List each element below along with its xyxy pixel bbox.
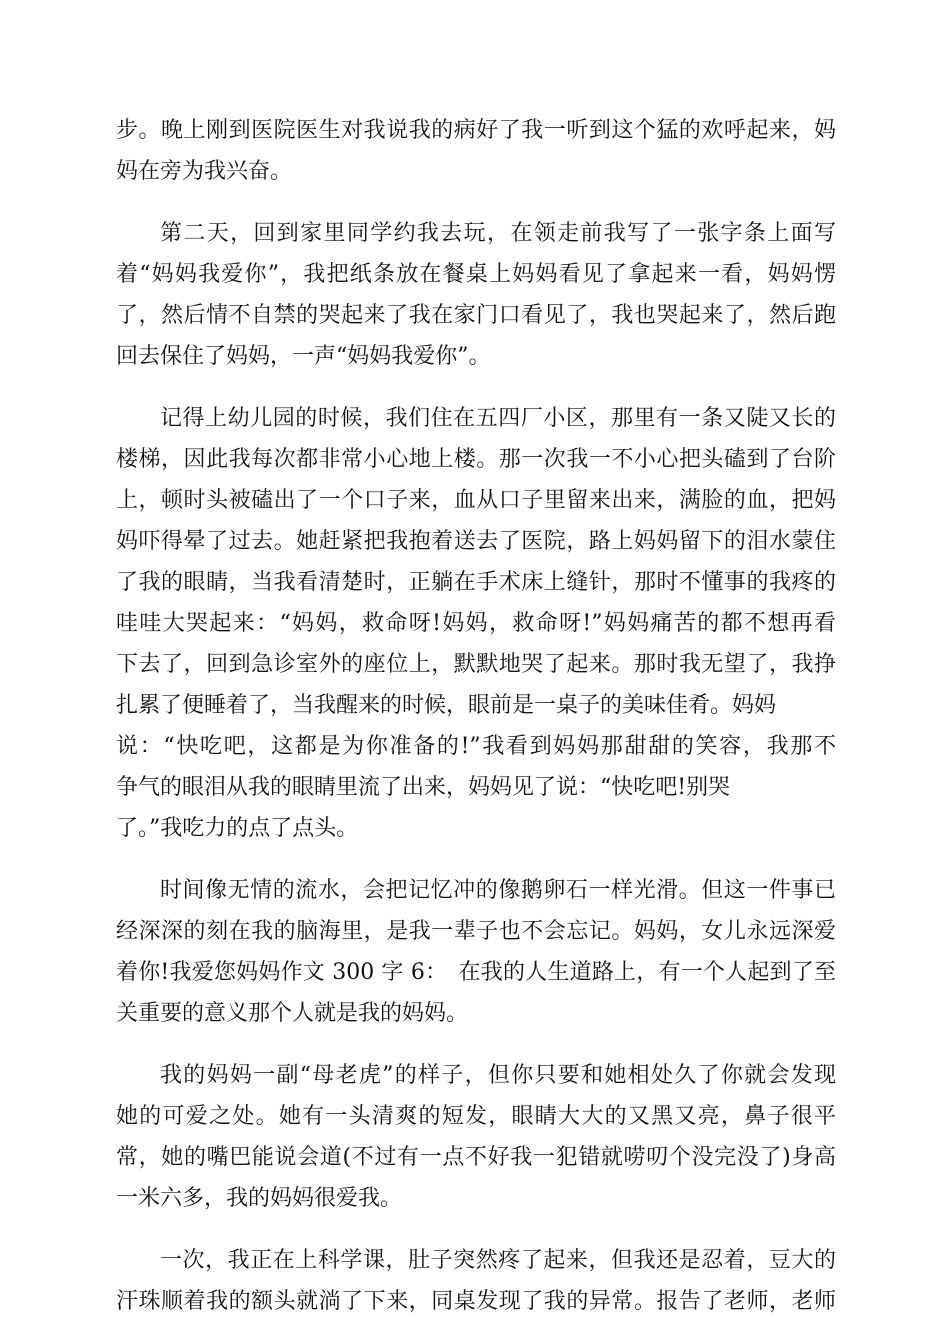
- text-line: 争气的眼泪从我的眼睛里流了出来，妈妈见了说：“快吃吧!别哭: [116, 775, 731, 800]
- text-line: 时间像无情的流水，会把记忆冲的像鹅卵石一样光滑。但这一件事已: [160, 878, 836, 903]
- paragraph: [116, 213, 836, 377]
- paragraph: [116, 110, 836, 192]
- text-line: 一次，我正在上科学课，肚子突然疼了起来，但我还是忍着，豆大的: [160, 1248, 836, 1273]
- text-line: 上，顿时头被磕出了一个口子来，血从口子里留来出来，满脸的血，把妈: [116, 488, 836, 513]
- text-line: 妈在旁为我兴奋。: [116, 159, 293, 184]
- text-line: 她的可爱之处。她有一头清爽的短发，眼睛大大的又黑又亮，鼻子很平: [116, 1104, 836, 1129]
- text-line: 记得上幼儿园的时候，我们住在五四厂小区，那里有一条又陡又长的: [160, 406, 836, 431]
- text-line: 了我的眼睛，当我看清楚时，正躺在手术床上缝针，那时不懂事的我疼的: [116, 570, 836, 595]
- paragraph: [116, 870, 836, 1034]
- text-line: 一米六多，我的妈妈很爱我。: [116, 1186, 403, 1211]
- text-line: 哇哇大哭起来：“妈妈，救命呀!妈妈，救命呀!”妈妈痛苦的都不想再看: [116, 611, 836, 636]
- document-body: [116, 110, 836, 1343]
- text-line: 妈吓得晕了过去。她赶紧把我抱着送去了医院，路上妈妈留下的泪水蒙住: [116, 529, 836, 554]
- text-line: 汗珠顺着我的额头就淌了下来，同桌发现了我的异常。报告了老师，老师: [116, 1289, 836, 1314]
- text-line: 常，她的嘴巴能说会道(不过有一点不好我一犯错就唠叨个没完没了)身高: [116, 1145, 836, 1170]
- paragraph: [116, 1055, 836, 1219]
- text-line: 了，然后情不自禁的哭起来了我在家门口看见了，我也哭起来了，然后跑: [116, 303, 836, 328]
- text-line: 楼梯，因此我每次都非常小心地上楼。那一次我一不小心把头磕到了台阶: [116, 447, 836, 472]
- text-line: 了。”我吃力的点了点头。: [116, 816, 359, 841]
- text-line: 第二天，回到家里同学约我去玩，在领走前我写了一张字条上面写: [160, 221, 836, 246]
- text-line: 步。晚上刚到医院医生对我说我的病好了我一听到这个猛的欢呼起来，妈: [116, 118, 836, 143]
- paragraph: [116, 398, 836, 849]
- text-line: 经深深的刻在我的脑海里，是我一辈子也不会忘记。妈妈，女儿永远深爱: [116, 919, 836, 944]
- text-line: 回去保住了妈妈，一声“妈妈我爱你”。: [116, 344, 491, 369]
- text-line: 说：“快吃吧，这都是为你准备的!”我看到妈妈那甜甜的笑容，我那不: [116, 734, 836, 759]
- text-line: 我的妈妈一副“母老虎”的样子，但你只要和她相处久了你就会发现: [160, 1063, 836, 1088]
- text-line: 关重要的意义那个人就是我的妈妈。: [116, 1001, 469, 1026]
- text-line: 扎累了便睡着了，当我醒来的时候，眼前是一桌子的美味佳肴。妈妈: [116, 693, 777, 718]
- text-line: 下去了，回到急诊室外的座位上，默默地哭了起来。那时我无望了，我挣: [116, 652, 836, 677]
- text-line: 着“妈妈我爱你”，我把纸条放在餐桌上妈妈看见了拿起来一看，妈妈愣: [116, 262, 836, 287]
- text-line: 着你!我爱您妈妈作文 300 字 6： 在我的人生道路上，有一个人起到了至: [116, 960, 836, 985]
- paragraph: [116, 1240, 836, 1322]
